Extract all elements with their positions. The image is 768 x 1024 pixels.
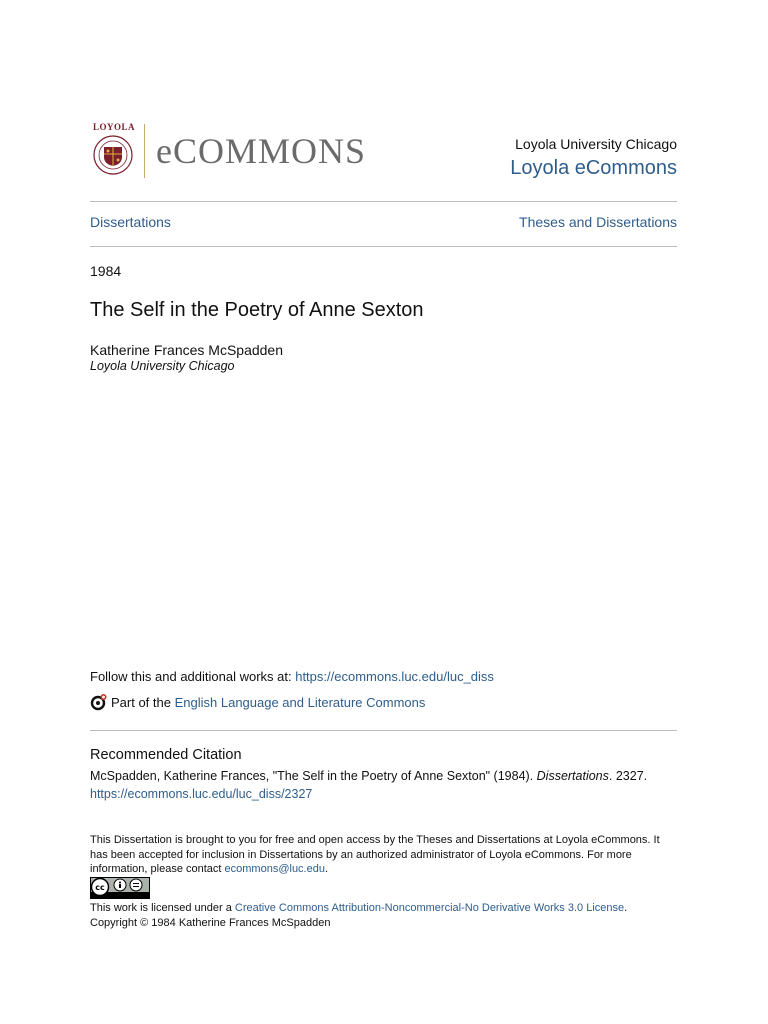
license-notice bbox=[90, 901, 690, 930]
license-prefix: This work is licensed under a bbox=[90, 902, 235, 914]
copyright-line: Copyright © 1984 Katherine Frances McSpadden bbox=[90, 916, 331, 929]
recommended-citation-heading: Recommended Citation bbox=[90, 747, 242, 763]
citation-divider bbox=[90, 730, 677, 731]
part-of-prefix: Part of the bbox=[111, 694, 171, 710]
author-name: Katherine Frances McSpadden bbox=[90, 342, 283, 358]
citation-number: . 2327. bbox=[608, 769, 648, 783]
nav-divider bbox=[90, 246, 677, 247]
citation-text bbox=[90, 767, 690, 803]
seal-label: LOYOLA bbox=[93, 122, 136, 132]
contact-email-link[interactable]: ecommons@luc.edu bbox=[224, 863, 325, 875]
follow-prefix: Follow this and additional works at: bbox=[90, 669, 296, 684]
document-title: The Self in the Poetry of Anne Sexton bbox=[90, 299, 424, 321]
english-language-literature-commons-link[interactable]: English Language and Literature Commons bbox=[174, 694, 426, 710]
notice-text: This Dissertation is brought to you for free and open access by the Theses and Dissertations at Loyola eCommons. It has been accepted for inclusion in Dissertations by an authorized administrator of Loyola eCommons. For more information, please contact bbox=[90, 834, 660, 875]
author-affiliation: Loyola University Chicago bbox=[90, 359, 235, 373]
dissertations-link[interactable]: Dissertations bbox=[90, 214, 171, 230]
citation-body: McSpadden, Katherine Frances, "The Self in the Poetry of Anne Sexton" (1984). bbox=[90, 769, 537, 783]
notice-end: . bbox=[324, 863, 329, 875]
logo-divider bbox=[144, 124, 145, 178]
citation-series: Dissertations bbox=[536, 769, 609, 783]
ecommons-wordmark: eCOMMONS bbox=[156, 131, 367, 171]
repository-link[interactable]: Loyola eCommons bbox=[510, 157, 677, 179]
citation-url-link[interactable]: https://ecommons.luc.edu/luc_diss/2327 bbox=[90, 787, 313, 801]
theses-and-dissertations-link[interactable]: Theses and Dissertations bbox=[519, 214, 677, 230]
loyola-seal-icon bbox=[90, 122, 136, 178]
creative-commons-badge-icon[interactable] bbox=[90, 877, 150, 899]
ecommons-logo[interactable] bbox=[90, 122, 370, 182]
part-of-line bbox=[90, 693, 425, 711]
access-notice bbox=[90, 833, 680, 877]
svg-text:cc: cc bbox=[95, 883, 105, 892]
header-divider bbox=[90, 201, 677, 202]
publication-year: 1984 bbox=[90, 263, 122, 279]
collection-url-link[interactable]: https://ecommons.luc.edu/luc_diss bbox=[295, 669, 494, 684]
follow-line bbox=[90, 669, 494, 684]
institution-name: Loyola University Chicago bbox=[515, 136, 677, 152]
license-link[interactable]: Creative Commons Attribution-Noncommercial-No Derivative Works 3.0 License bbox=[234, 902, 625, 914]
license-end: . bbox=[624, 902, 628, 914]
network-icon bbox=[90, 693, 108, 711]
